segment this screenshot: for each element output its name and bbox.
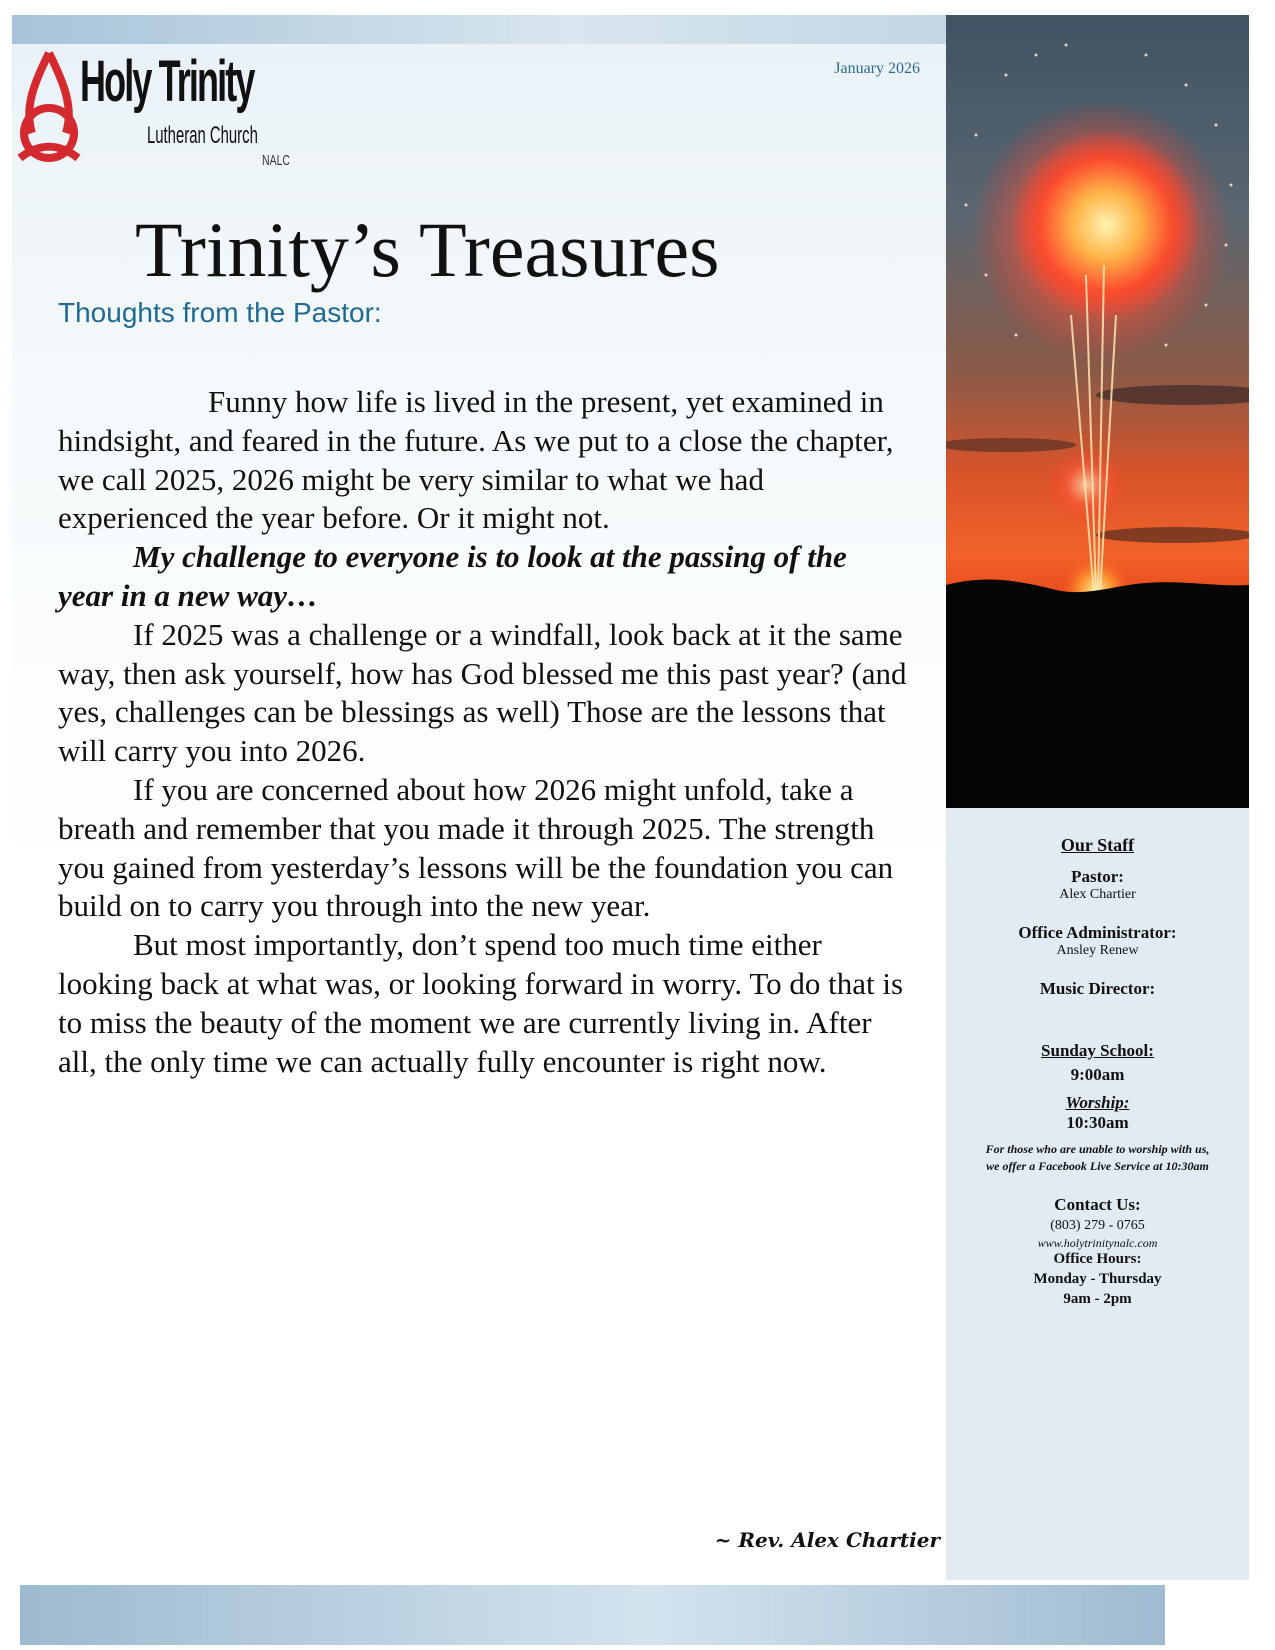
contact-label: Contact Us: <box>1054 1195 1141 1214</box>
worship-note: For those who are unable to worship with us, we offer a Facebook Live Service at 10:30am <box>985 1142 1210 1173</box>
worship-time: 10:30am <box>1066 1113 1129 1132</box>
pastor-signature: ~ Rev. Alex Chartier <box>714 1528 940 1552</box>
church-logo <box>14 48 304 183</box>
admin-name: Ansley Renew <box>1056 943 1139 958</box>
issue-date: January 2026 <box>834 60 920 77</box>
pastor-label: Pastor: <box>1071 867 1124 886</box>
staff-info <box>946 835 1249 1308</box>
article-emphasis: My challenge to everyone is to look at the passing of the year in a new way… <box>58 539 847 613</box>
article-paragraph: If you are concerned about how 2026 might unfold, take a breath and remember that you made it through 2025. The strength you gained from yesterday’s lessons will be the foundation you can build on to carry you through into the new year. <box>58 771 894 924</box>
newsletter-title: Trinity’s Treasures <box>135 206 720 293</box>
pastor-article <box>58 383 908 1081</box>
phone-number: (803) 279 - 0765 <box>1050 1218 1145 1233</box>
office-hours-time: 9am - 2pm <box>1063 1291 1132 1307</box>
staff-heading: Our Staff <box>1060 835 1135 855</box>
bottom-banner-bar <box>20 1585 1165 1645</box>
office-hours-label: Office Hours: <box>1053 1251 1142 1267</box>
office-hours-days: Monday - Thursday <box>1033 1271 1162 1287</box>
music-director-label: Music Director: <box>1039 979 1156 998</box>
fireworks-photo <box>946 15 1249 808</box>
article-paragraph: If 2025 was a challenge or a windfall, look back at it the same way, then ask yourself, how has God blessed me this past year? (and yes, challenges can be blessings as well) Those are the lessons that will carry you into 2026. <box>58 616 907 769</box>
nalc-badge: NALC <box>262 152 291 169</box>
section-heading: Thoughts from the Pastor: <box>58 297 382 328</box>
website-link[interactable]: www.holytrinitynalc.com <box>1037 1236 1158 1250</box>
sunday-school-label: Sunday School: <box>1041 1041 1154 1060</box>
trinity-knot-icon <box>14 48 84 173</box>
logo-title: Holy Trinity <box>80 49 254 114</box>
top-banner-bar <box>12 15 946 44</box>
admin-label: Office Administrator: <box>1018 923 1177 942</box>
fireworks-image <box>946 15 1249 808</box>
logo-subtitle: Lutheran Church <box>147 122 258 149</box>
sunday-school-time: 9:00am <box>1070 1065 1125 1084</box>
article-paragraph: Funny how life is lived in the present, yet examined in hindsight, and feared in the future. As we put to a close the chapter, we call 2025, 2026 might be very similar to what we had experienced the year before. Or it might not. <box>58 384 894 536</box>
pastor-name: Alex Chartier <box>1059 887 1136 902</box>
worship-label: Worship: <box>1065 1093 1130 1112</box>
article-paragraph: But most importantly, don’t spend too much time either looking back at what was, or looking forward in worry. To do that is to miss the beauty of the moment we are currently living in. After all, the only time we can actually fully encounter is right now. <box>58 927 904 1079</box>
